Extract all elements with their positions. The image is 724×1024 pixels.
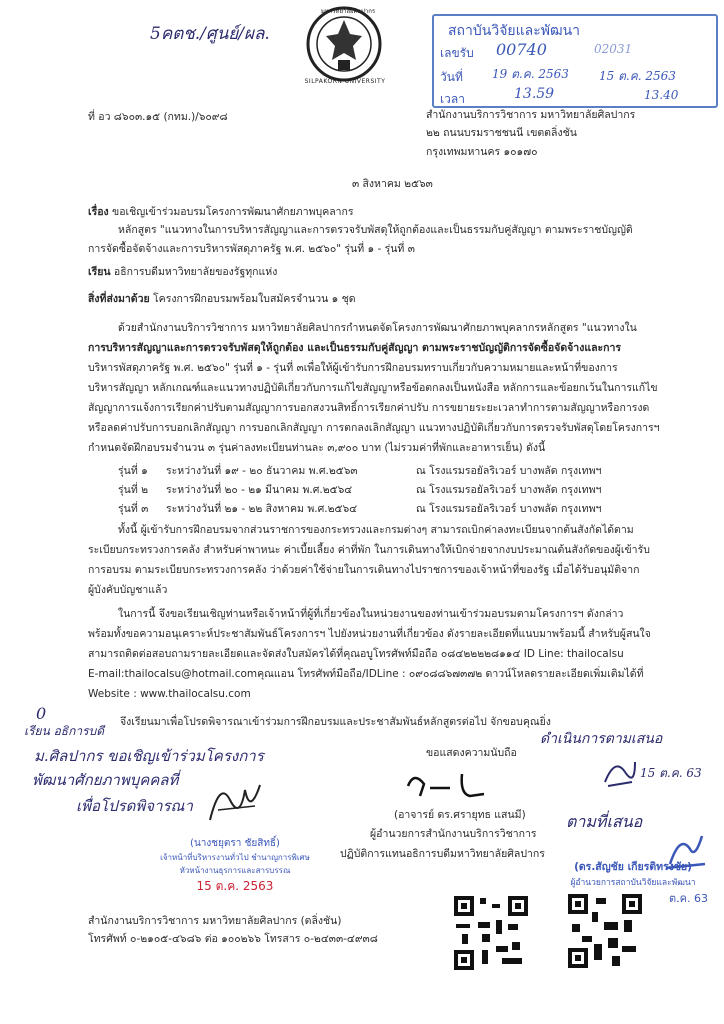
- p3-line: ในการนี้ จึงขอเรียนเชิญท่านหรือเจ้าหน้าที่ผู้ที่เกี่ยวข้องในหน่วยงานของท่านเข้าร่วมอบรมตามโครงการฯ ดังกล่าว: [118, 608, 624, 620]
- handwritten-circle: 0: [36, 704, 47, 723]
- session-list: [118, 462, 678, 519]
- handwritten-line3: เพื่อโปรดพิจารณา: [76, 797, 193, 815]
- handwritten-note-top: 5คตช./ศูนย์/ผล.: [150, 24, 270, 44]
- p1-line: บริหารพัสดุภาครัฐ พ.ศ. ๒๕๖๐" รุ่นที่ ๑ - รุ่นที่ ๓เพื่อให้ผู้เข้ารับการฝึกอบรมทราบเกี่ยวกับความหมายและหน้าที่ของการ: [88, 362, 618, 374]
- reference-number: ที่ อว ๘๖๐๓.๑๕ (กทม.)/๖๐๙๘: [88, 111, 228, 123]
- qr-code-right: [566, 892, 644, 970]
- to-line: [88, 263, 277, 282]
- session-venue: ณ โรงแรมรอยัลริเวอร์ บางพลัด กรุงเทพฯ: [416, 484, 602, 496]
- logo-thai-text: มหาวิทยาลัยศิลปากร: [320, 8, 376, 15]
- qr-code-left: [452, 894, 530, 972]
- session-dates: ระหว่างวันที่ ๒๐ - ๒๑ มีนาคม พ.ศ.๒๕๖๔: [166, 484, 353, 496]
- session-venue: ณ โรงแรมรอยัลริเวอร์ บางพลัด กรุงเทพฯ: [416, 503, 602, 515]
- session-label: รุ่นที่ ๒: [118, 484, 148, 496]
- p1-line: กำหนดจัดฝึกอบรมจำนวน ๓ รุ่นค่าลงทะเบียนท่านละ ๓,๙๐๐ บาท (ไม่รวมค่าที่พักและอาหารเย็น) ดังนี้: [88, 442, 546, 454]
- left-approval-stamp: [150, 836, 320, 896]
- session-dates: ระหว่างวันที่ ๑๙ - ๒๐ ธันวาคม พ.ศ.๒๕๖๓: [166, 465, 358, 477]
- regards-text: ขอแสดงความนับถือ: [426, 747, 517, 759]
- subject-line: [88, 203, 354, 222]
- stamp-time-overlay: 13.40: [644, 88, 679, 102]
- signatory-name: (อาจารย์ ดร.ศรายุทธ แสนมี): [394, 809, 526, 821]
- received-stamp: [432, 14, 718, 108]
- session-dates: ระหว่างวันที่ ๒๑ - ๒๒ สิงหาคม พ.ศ.๒๕๖๔: [166, 503, 358, 515]
- session-row: [118, 462, 678, 481]
- handwritten-approval: ดำเนินการตามเสนอ: [540, 731, 663, 747]
- stamp-no-value: 00740: [496, 40, 547, 59]
- right-stamp-extra: ต.ค. 63: [669, 892, 708, 905]
- session-venue: ณ โรงแรมรอยัลริเวอร์ บางพลัด กรุงเทพฯ: [416, 465, 602, 477]
- stamp-no-label: เลขรับ: [440, 46, 474, 60]
- attach-label: สิ่งที่ส่งมาด้วย: [88, 293, 150, 305]
- to-text: อธิการบดีมหาวิทยาลัยของรัฐทุกแห่ง: [113, 266, 278, 278]
- p3-line: พร้อมทั้งขอความอนุเคราะห์ประชาสัมพันธ์โครงการฯ ไปยังหน่วยงานที่เกี่ยวข้อง ดังรายละเอียดที่แนบมาพร้อมนี้ สำหรับผู้สนใจ: [88, 628, 651, 640]
- footer-line2: โทรศัพท์ ๐-๒๑๐๕-๔๖๘๖ ต่อ ๑๐๐๒๖๖ โทรสาร ๐-๒๔๓๓-๔๙๓๘: [88, 933, 378, 945]
- signatory-position2: ปฏิบัติการแทนอธิการบดีมหาวิทยาลัยศิลปากร: [340, 848, 545, 860]
- right-stamp-pos: ผู้อำนวยการสถาบันวิจัยและพัฒนา: [570, 878, 696, 888]
- org-address-line3: กรุงเทพมหานคร ๑๐๑๗๐: [426, 146, 538, 158]
- session-label: รุ่นที่ ๑: [118, 465, 148, 477]
- p2-line: ผู้บังคับบัญชาแล้ว: [88, 584, 168, 596]
- p3-line: Website : www.thailocalsu.com: [88, 688, 251, 700]
- org-address-line1: สำนักงานบริการวิชาการ มหาวิทยาลัยศิลปากร: [426, 109, 636, 121]
- subject-label: เรื่อง: [88, 206, 109, 218]
- handwritten-recipient: เรียน อธิการบดี: [24, 724, 104, 738]
- letter-date: ๓ สิงหาคม ๒๕๖๓: [352, 178, 433, 190]
- logo-english-text: SILPAKORN UNIVERSITY: [304, 78, 386, 85]
- p1-line: สัญญาการแจ้งการเรียกค่าปรับตามสัญญาการบอกสงวนสิทธิ์การเรียกค่าปรับ การขยายระยะเวลาทำการตามสัญญาหรือการงด: [88, 402, 650, 414]
- stamp-time-label: เวลา: [440, 92, 465, 106]
- left-stamp-pos1: เจ้าหน้าที่บริหารงานทั่วไป ชำนาญการพิเศษ: [160, 853, 310, 862]
- qr-left-graphic: [452, 894, 530, 972]
- body-paragraph-2: [88, 520, 668, 600]
- stamp-date-overlay: 15 ต.ค. 2563: [599, 69, 676, 83]
- p2-line: ระเบียบกระทรวงการคลัง สำหรับค่าพาหนะ ค่าเบี้ยเลี้ยง ค่าที่พัก ในการเดินทางให้เบิกจ่ายจากงบประมาณต้นสังกัดของผู้เข้ารับ: [88, 544, 650, 556]
- org-address-line2: ๒๒ ถนนบรมราชชนนี เขตตลิ่งชัน: [426, 127, 577, 139]
- session-row: [118, 500, 678, 519]
- handwritten-date: 15 ต.ค. 63: [640, 766, 702, 780]
- closing-line: จึงเรียนมาเพื่อโปรดพิจารณาเข้าร่วมการฝึกอบรมและประชาสัมพันธ์หลักสูตรต่อไป จักขอบคุณยิ่ง: [120, 716, 551, 728]
- qr-right-graphic: [566, 892, 644, 970]
- to-label: เรียน: [88, 266, 111, 278]
- p2-line: ทั้งนี้ ผู้เข้ารับการฝึกอบรมจากส่วนราชการของกระทรวงและกรมต่างๆ สามารถเบิกค่าลงทะเบียนจากต้นสังกัดได้ตาม: [118, 524, 634, 536]
- right-stamp-name: (ดร.สัญชัย เกียรติทรงชัย): [574, 861, 692, 873]
- p1-line: หรือลดค่าปรับการบอกเลิกสัญญา การบอกเลิกสัญญา การตกลงเลิกสัญญา แนวทางปฏิบัติเกี่ยวกับการตรวจรับพัสดุโดยโครงการฯ: [88, 422, 660, 434]
- signatory-position1: ผู้อำนวยการสำนักงานบริการวิชาการ: [370, 828, 537, 840]
- attach-text: โครงการฝึกอบรมพร้อมใบสมัครจำนวน ๑ ชุด: [153, 293, 356, 305]
- session-label: รุ่นที่ ๓: [118, 503, 149, 515]
- p2-line: การอบรม ตามระเบียบกระทรวงการคลัง ว่าด้วยค่าใช้จ่ายในการเดินทางไปราชการของเจ้าหน้าที่ของรัฐ เมื่อได้รับอนุมัติจาก: [88, 564, 640, 576]
- subject-text: ขอเชิญเข้าร่วมอบรมโครงการพัฒนาศักยภาพบุคลากร: [112, 206, 354, 218]
- body-paragraph-1: [88, 318, 668, 458]
- session-row: [118, 481, 678, 500]
- stamp-date-label: วันที่: [440, 70, 463, 84]
- left-signature: [200, 770, 270, 830]
- handwritten-line1: ม.ศิลปากร ขอเชิญเข้าร่วมโครงการ: [34, 747, 264, 765]
- handwritten-line2: พัฒนาศักยภาพบุคคลที่: [32, 771, 179, 789]
- left-stamp-pos2: หัวหน้างานธุรการและสารบรรณ: [179, 866, 291, 875]
- footer-line1: สำนักงานบริการวิชาการ มหาวิทยาลัยศิลปากร (ตลิ่งชัน): [88, 915, 342, 927]
- course-line2: การจัดซื้อจัดจ้างและการบริหารพัสดุภาครัฐ พ.ศ. ๒๕๖๐" รุ่นที่ ๑ - รุ่นที่ ๓: [88, 243, 415, 255]
- stamp-institution: สถาบันวิจัยและพัฒนา: [448, 23, 581, 39]
- body-paragraph-3: [88, 604, 668, 704]
- university-logo: [304, 4, 384, 88]
- p1-line: บริหารสัญญา หลักเกณฑ์และแนวทางปฏิบัติเกี่ยวกับการแก้ไขสัญญาหรือข้อตกลงเป็นหนังสือ หลักการและข้อยกเว้นในการแก้ไข: [88, 382, 658, 394]
- stamp-date-value: 19 ต.ค. 2563: [492, 67, 569, 81]
- p1-line: การบริหารสัญญาและการตรวจรับพัสดุให้ถูกต้อง และเป็นธรรมกับคู่สัญญา ตามพระราชบัญญัติการจัดซื้อจัดจ้างและการ: [88, 342, 622, 354]
- stamp-time-value: 13.59: [514, 86, 555, 102]
- handwritten-note-mid: ตามที่เสนอ: [566, 812, 643, 831]
- stamp-no-overlay: 02031: [594, 42, 633, 56]
- p3-line: สามารถติดต่อสอบถามรายละเอียดและจัดส่งใบสมัครได้ที่คุณอบูโทรศัพท์มือถือ ๐๘๔๒๒๒๒๘๑๑๔ ID Line: thailocalsu: [88, 648, 624, 660]
- p3-line: E-mail:thailocalsu@hotmail.comคุณแอน โทรศัพท์มือถือ/IDLine : ๐๙๐๘๘๖๗๓๗๒ ดาวน์โหลดรายละเอียดเพิ่มเติมได้ที่: [88, 668, 644, 680]
- right-signature-1: [600, 752, 640, 792]
- left-stamp-date: 15 ต.ค. 2563: [196, 879, 274, 893]
- p1-line: ด้วยสำนักงานบริการวิชาการ มหาวิทยาลัยศิลปากรกำหนดจัดโครงการพัฒนาศักยภาพบุคลากรหลักสูตร "แนวทางใน: [118, 322, 637, 334]
- signatory-signature: [400, 766, 490, 806]
- course-line1: หลักสูตร "แนวทางในการบริหารสัญญาและการตรวจรับพัสดุให้ถูกต้องและเป็นธรรมกับคู่สัญญา ตามพระราชบัญญัติ: [118, 224, 633, 236]
- left-stamp-name: (นางชยุตรา ชัยสิทธิ์): [190, 838, 280, 849]
- attach-line: [88, 290, 356, 309]
